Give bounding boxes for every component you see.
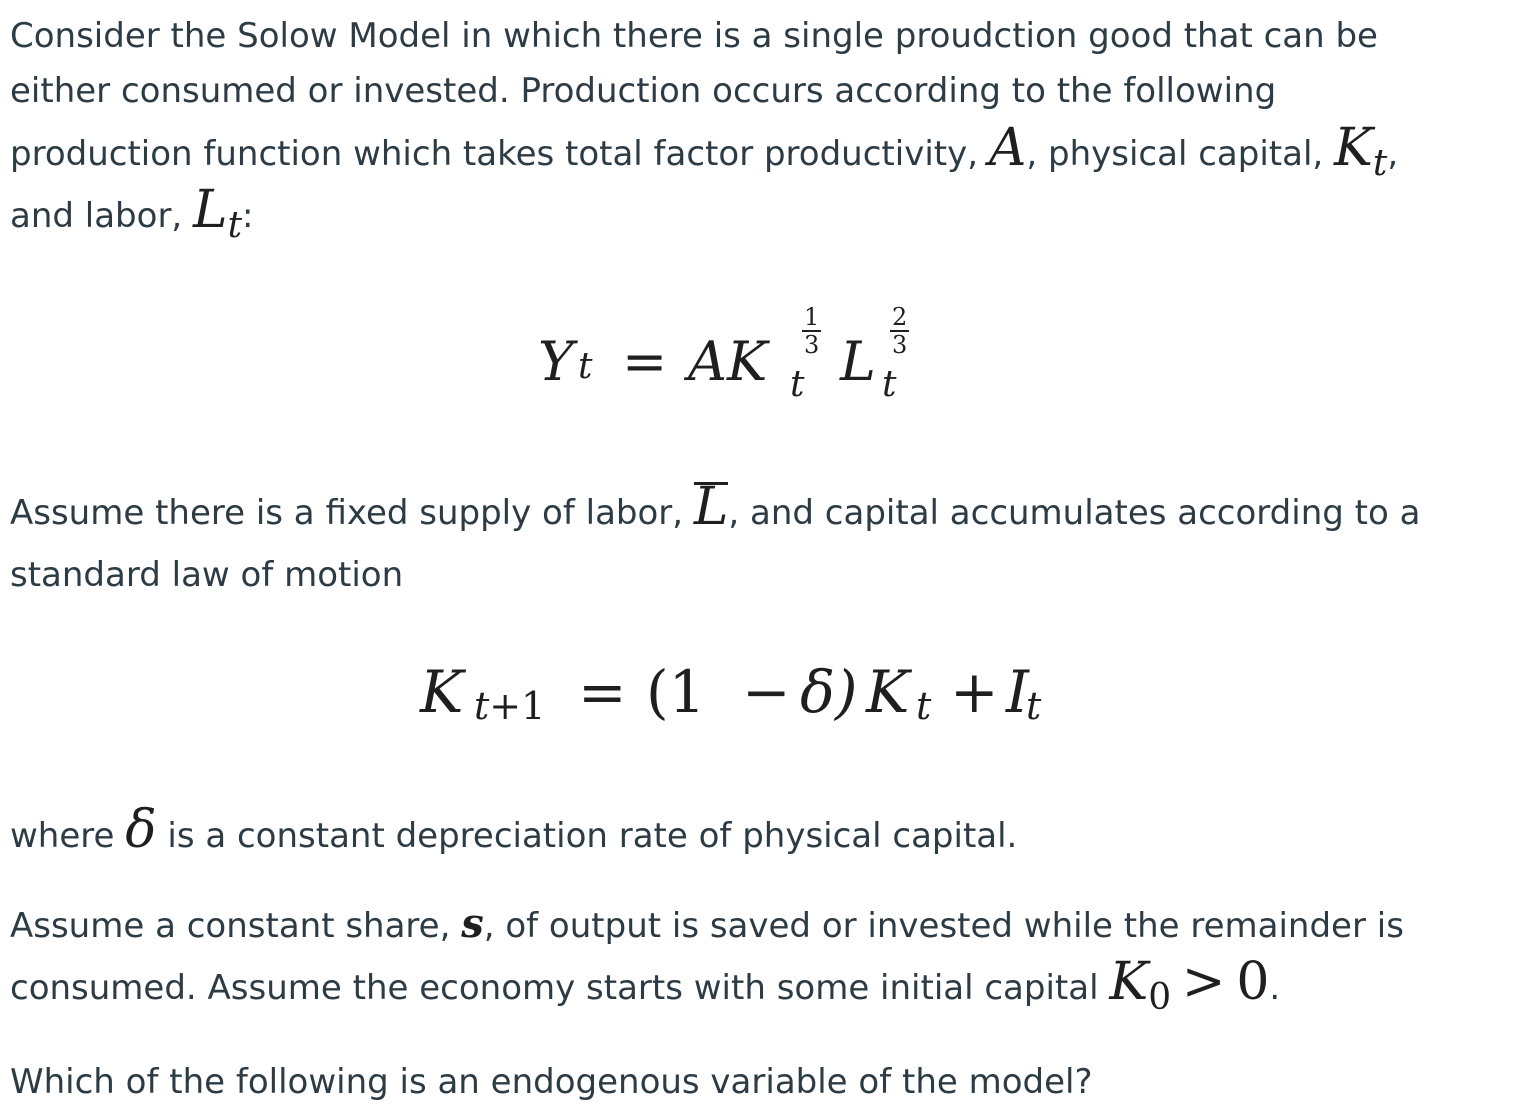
intro-line-3-text-b: , physical capital, bbox=[1026, 134, 1324, 174]
intro-line-4-text-b: : bbox=[242, 196, 254, 236]
savings-line-1 bbox=[10, 900, 1404, 947]
savings-line-1-text-a: Assume a constant share, bbox=[10, 906, 451, 946]
eq1-l-exponent: $\frac{2}{3}$ bbox=[892, 303, 908, 359]
eq2-plus: + bbox=[950, 658, 999, 726]
savings-line-1-text-b: , of output is saved or invested while the remainder is bbox=[483, 906, 1404, 946]
intro-line-1: Consider the Solow Model in which there is a single proudction good that can be bbox=[10, 16, 1378, 56]
eq2-I: I bbox=[1006, 658, 1029, 726]
intro-line-4-text-a: and labor, bbox=[10, 196, 183, 236]
eq2-open: (1 bbox=[646, 658, 706, 726]
eq1-k-sub: t bbox=[790, 364, 805, 405]
symbol-K-0: K0 bbox=[1109, 952, 1172, 1018]
law-of-motion-equation bbox=[420, 658, 1060, 748]
eq2-delta: δ) bbox=[800, 658, 858, 726]
eq1-L: L bbox=[840, 330, 876, 393]
symbol-K-t: Kt bbox=[1334, 118, 1388, 184]
savings-line-2-text-a: consumed. Assume the economy starts with some initial capital bbox=[10, 968, 1099, 1008]
depreciation-text-a: where bbox=[10, 816, 115, 856]
eq2-K: K bbox=[420, 658, 464, 726]
intro-line-3-text-c: , bbox=[1387, 134, 1399, 174]
eq1-Y-sub: t bbox=[578, 346, 593, 387]
eq1-Y: Y bbox=[538, 330, 574, 393]
intro-line-3-text-a: production function which takes total factor productivity, bbox=[10, 134, 979, 174]
symbol-delta: δ bbox=[125, 800, 157, 860]
eq2-K-sub: t+1 bbox=[474, 684, 546, 728]
intro-line-4 bbox=[10, 180, 254, 246]
depreciation-line bbox=[10, 800, 1017, 860]
symbol-L-bar: L bbox=[693, 477, 729, 537]
eq2-K-t: K bbox=[866, 658, 910, 726]
symbol-s: s bbox=[461, 900, 484, 947]
labor-line-1-text-a: Assume there is a fixed supply of labor, bbox=[10, 493, 684, 533]
intro-line-3 bbox=[10, 118, 1399, 184]
symbol-gt: > bbox=[1181, 952, 1226, 1012]
labor-line-1-text-b: , and capital accumulates according to a bbox=[728, 493, 1421, 533]
eq2-equals: = bbox=[578, 658, 627, 726]
labor-line-1 bbox=[10, 477, 1421, 537]
eq1-equals: = bbox=[622, 330, 668, 393]
eq2-minus: − bbox=[742, 658, 791, 726]
labor-line-2: standard law of motion bbox=[10, 555, 404, 595]
savings-line-2-text-b: . bbox=[1269, 968, 1281, 1008]
question-text: Which of the following is an endogenous variable of the model? bbox=[10, 1062, 1093, 1102]
symbol-L-t: Lt bbox=[193, 180, 243, 246]
eq1-l-sub: t bbox=[882, 364, 897, 405]
eq2-K-t-sub: t bbox=[916, 684, 932, 728]
savings-line-2 bbox=[10, 952, 1281, 1018]
eq1-k-exponent: $\frac{1}{3}$ bbox=[804, 303, 820, 359]
eq2-I-sub: t bbox=[1026, 684, 1042, 728]
symbol-A: A bbox=[988, 118, 1027, 178]
symbol-zero: 0 bbox=[1236, 952, 1270, 1012]
depreciation-text-b: is a constant depreciation rate of physical capital. bbox=[167, 816, 1018, 856]
eq1-AK: AK bbox=[688, 330, 768, 393]
intro-line-2: either consumed or invested. Production occurs according to the following bbox=[10, 71, 1277, 111]
